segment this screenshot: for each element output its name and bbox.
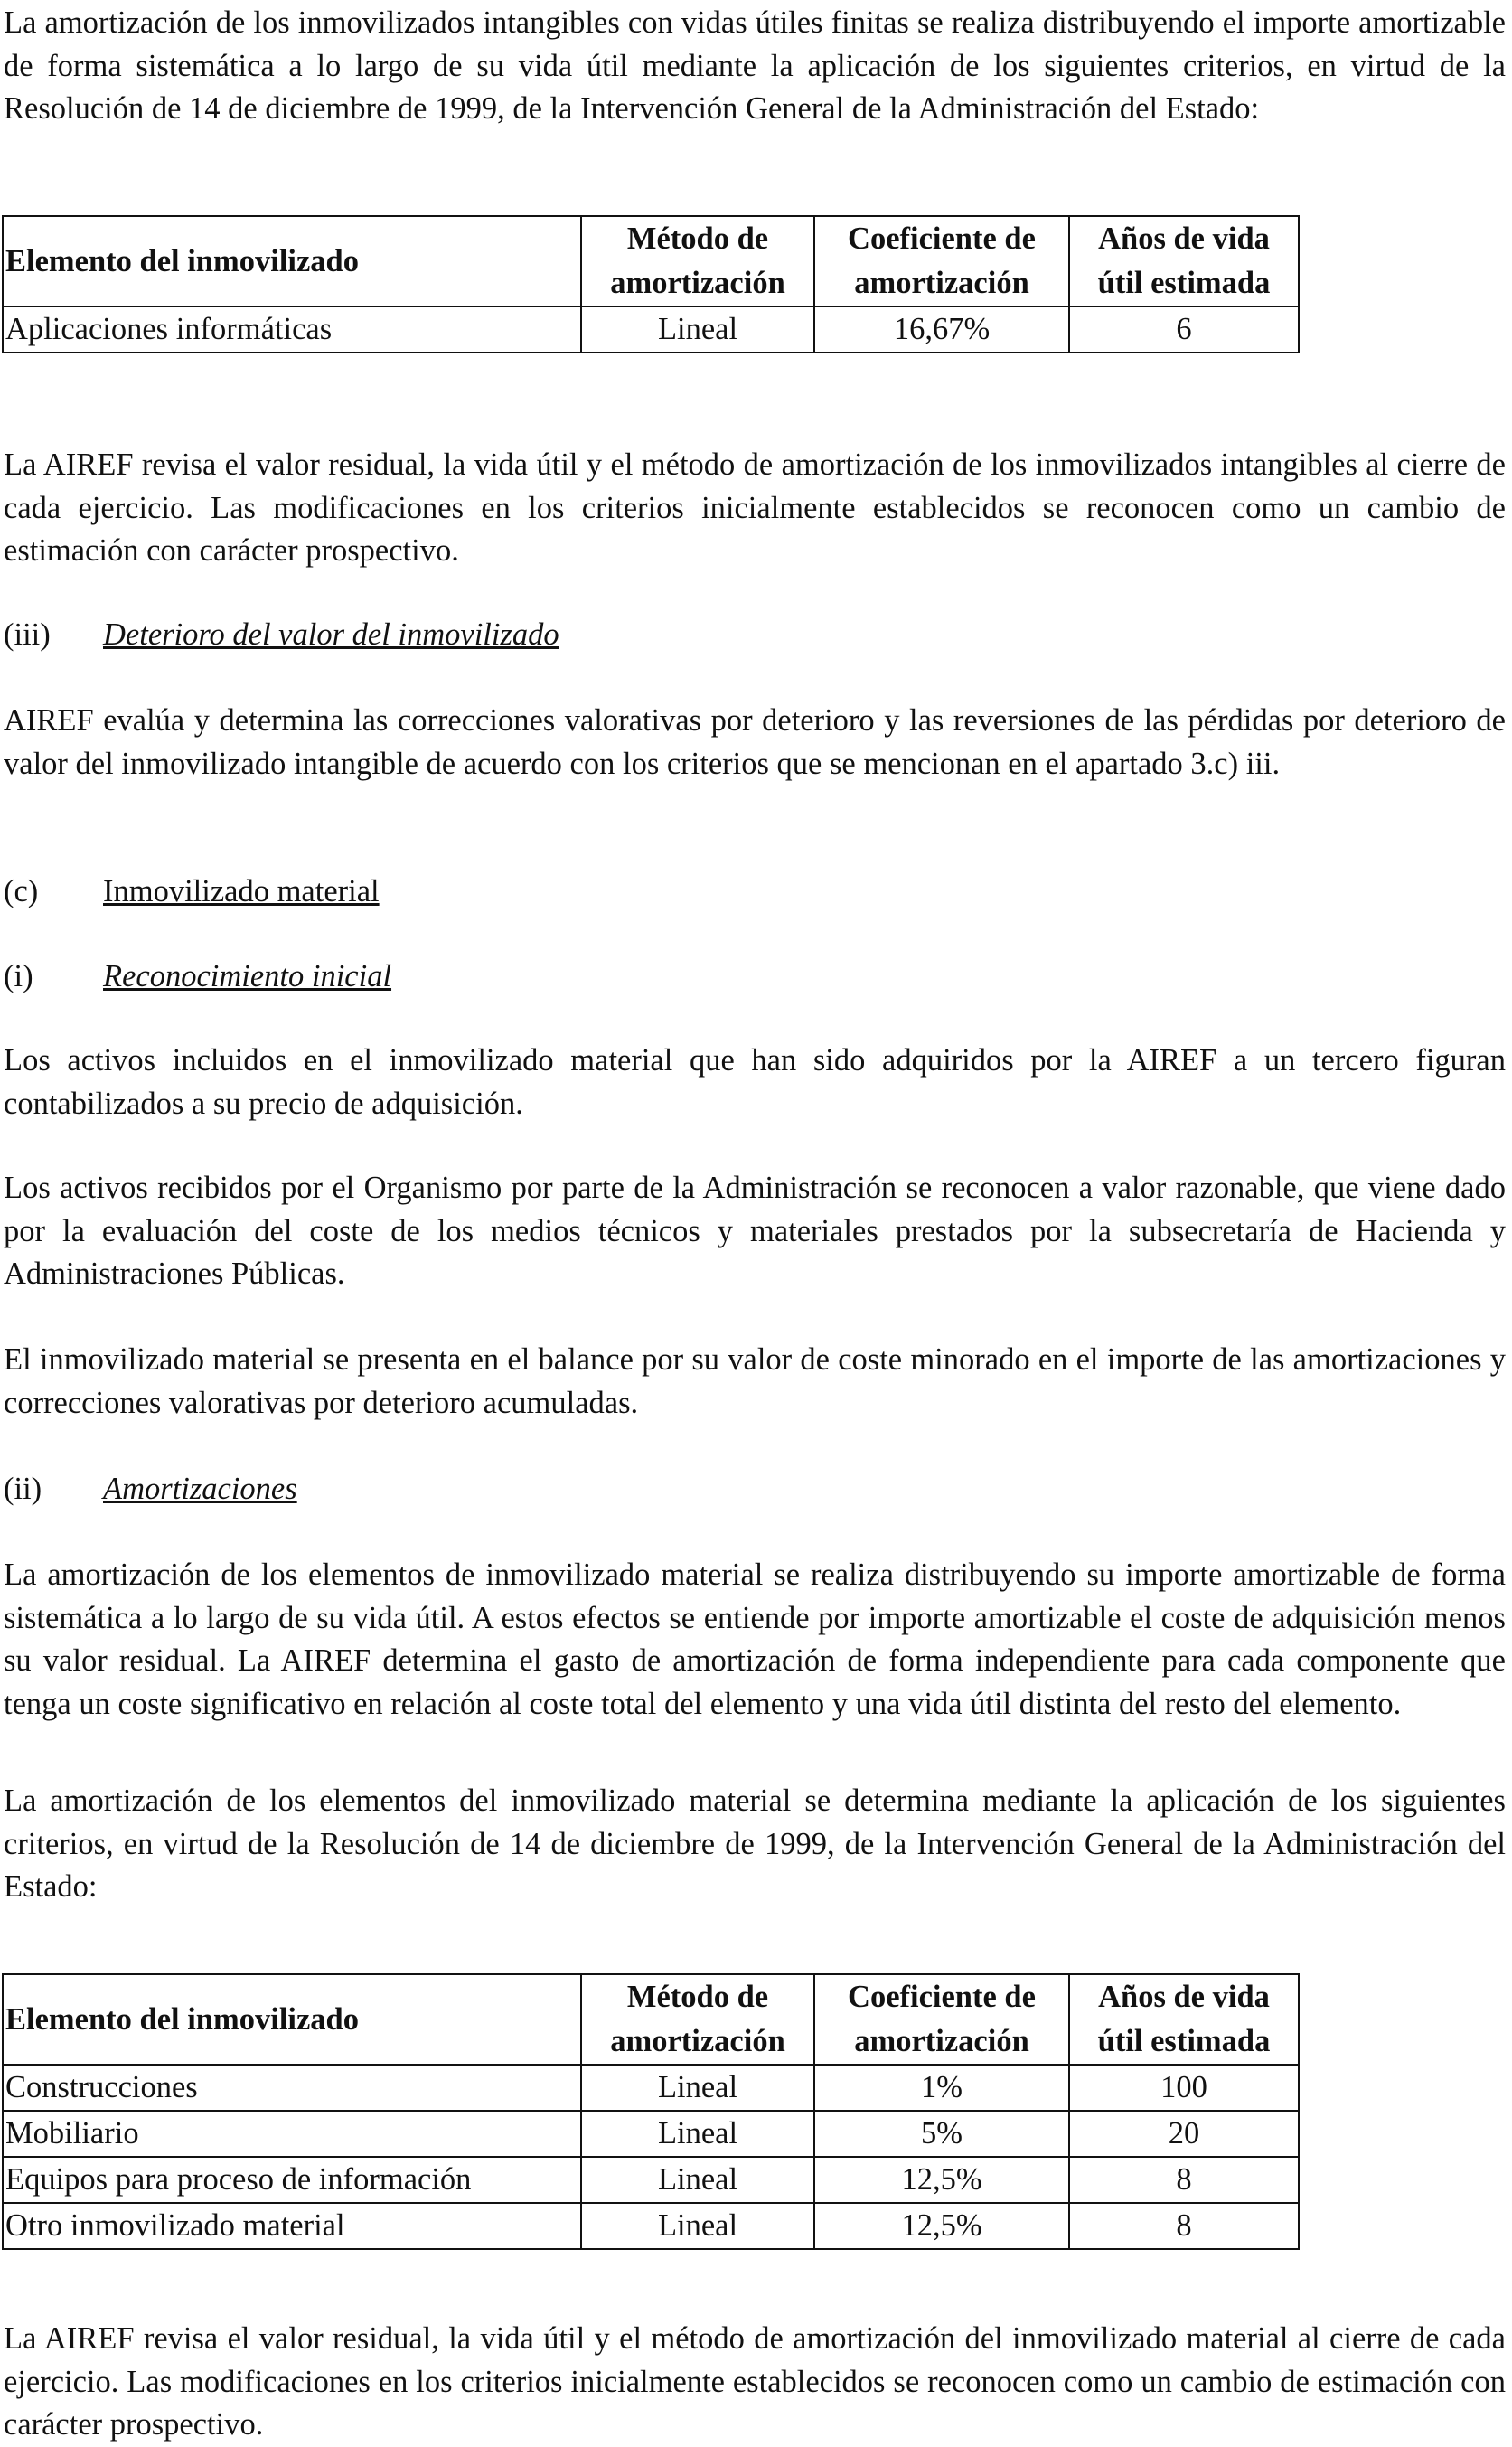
- section-number: (i): [4, 959, 33, 993]
- cell-method: Lineal: [581, 2203, 814, 2249]
- header-element: Elemento del inmovilizado: [3, 216, 581, 306]
- amortizaciones-paragraph-1: La amortización de los elementos de inmovilizado material se realiza distribuyendo su importe amortizable de forma sistemática a lo largo de su vida útil. A estos efectos se entiende por importe amortizable el coste de adquisición menos su valor residual. La AIREF determina el gasto de amortización de forma independiente para cada componente que tenga un coste significativo en relación al coste total del elemento y una vida útil distinta del resto del elemento.: [4, 1558, 1506, 1721]
- intangible-amortization-table: [2, 215, 1300, 353]
- intro-intangible-paragraph: La amortización de los inmovilizados intangibles con vidas útiles finitas se realiza distribuyendo el importe amortizable de forma sistemática a lo largo de su vida útil mediante la aplicación de los siguientes criterios, en virtud de la Resolución de 14 de diciembre de 1999, de la Intervención General de la Administración del Estado:: [4, 5, 1506, 126]
- cell-coefficient: 5%: [814, 2111, 1069, 2157]
- table-header-row: [3, 1974, 1299, 2065]
- section-heading-c: [4, 871, 380, 914]
- cell-coefficient: 16,67%: [814, 306, 1069, 353]
- material-amortization-table: [2, 1973, 1300, 2250]
- table-row: [3, 2065, 1299, 2111]
- review-material-paragraph: La AIREF revisa el valor residual, la vida útil y el método de amortización del inmovilizado material al cierre de cada ejercicio. Las modificaciones en los criterios inicialmente establecidos se reconocen como un cambio de estimación con carácter prospectivo.: [4, 2321, 1506, 2442]
- cell-years: 8: [1069, 2157, 1299, 2203]
- review-intangible-paragraph: La AIREF revisa el valor residual, la vida útil y el método de amortización de los inmovilizados intangibles al cierre de cada ejercicio. Las modificaciones en los criterios inicialmente establecidos se reconocen como un cambio de estimación con carácter prospectivo.: [4, 447, 1506, 568]
- cell-element: Aplicaciones informáticas: [3, 306, 581, 353]
- cell-coefficient: 12,5%: [814, 2203, 1069, 2249]
- cell-element: Mobiliario: [3, 2111, 581, 2157]
- reconocimiento-paragraph-2: Los activos recibidos por el Organismo por parte de la Administración se reconocen a valor razonable, que viene dado por la evaluación del coste de los medios técnicos y materiales prestados por la subsecretaría de Hacienda y Administraciones Públicas.: [4, 1171, 1506, 1291]
- reconocimiento-paragraph-3: El inmovilizado material se presenta en el balance por su valor de coste minorado en el importe de las amortizaciones y correcciones valorativas por deterioro acumuladas.: [4, 1342, 1506, 1420]
- amortizaciones-paragraph-2: La amortización de los elementos del inmovilizado material se determina mediante la aplicación de los siguientes criterios, en virtud de la Resolución de 14 de diciembre de 1999, de la Intervención General de la Administración del Estado:: [4, 1783, 1506, 1904]
- header-years: Años de vida útil estimada: [1069, 216, 1299, 306]
- table-row: [3, 2157, 1299, 2203]
- cell-years: 8: [1069, 2203, 1299, 2249]
- header-method: Método de amortización: [581, 1974, 814, 2065]
- cell-coefficient: 12,5%: [814, 2157, 1069, 2203]
- cell-years: 6: [1069, 306, 1299, 353]
- cell-years: 100: [1069, 2065, 1299, 2111]
- cell-element: Construcciones: [3, 2065, 581, 2111]
- header-years: Años de vida útil estimada: [1069, 1974, 1299, 2065]
- section-title: Amortizaciones: [103, 1472, 297, 1506]
- header-coefficient: Coeficiente de amortización: [814, 216, 1069, 306]
- deterioro-paragraph: AIREF evalúa y determina las correcciones valorativas por deterioro y las reversiones de las pérdidas por deterioro de valor del inmovilizado intangible de acuerdo con los criterios que se mencionan en el apartado 3.c) iii.: [4, 703, 1506, 781]
- section-title: Reconocimiento inicial: [103, 959, 392, 993]
- header-coefficient: Coeficiente de amortización: [814, 1974, 1069, 2065]
- table-row: [3, 2111, 1299, 2157]
- header-method: Método de amortización: [581, 216, 814, 306]
- cell-method: Lineal: [581, 2157, 814, 2203]
- cell-coefficient: 1%: [814, 2065, 1069, 2111]
- section-number: (c): [4, 874, 39, 908]
- section-title: Deterioro del valor del inmovilizado: [103, 617, 559, 652]
- cell-method: Lineal: [581, 2111, 814, 2157]
- section-number: (ii): [4, 1472, 42, 1506]
- section-title: Inmovilizado material: [103, 874, 380, 908]
- section-heading-iii: [4, 614, 559, 657]
- section-number: (iii): [4, 617, 51, 652]
- cell-years: 20: [1069, 2111, 1299, 2157]
- cell-element: Equipos para proceso de información: [3, 2157, 581, 2203]
- section-heading-i: [4, 955, 391, 999]
- table-header-row: [3, 216, 1299, 306]
- cell-element: Otro inmovilizado material: [3, 2203, 581, 2249]
- section-heading-ii: [4, 1468, 297, 1511]
- cell-method: Lineal: [581, 2065, 814, 2111]
- reconocimiento-paragraph-1: Los activos incluidos en el inmovilizado material que han sido adquiridos por la AIREF a un tercero figuran contabilizados a su precio de adquisición.: [4, 1043, 1506, 1121]
- cell-method: Lineal: [581, 306, 814, 353]
- table-row: [3, 306, 1299, 353]
- header-element: Elemento del inmovilizado: [3, 1974, 581, 2065]
- table-row: [3, 2203, 1299, 2249]
